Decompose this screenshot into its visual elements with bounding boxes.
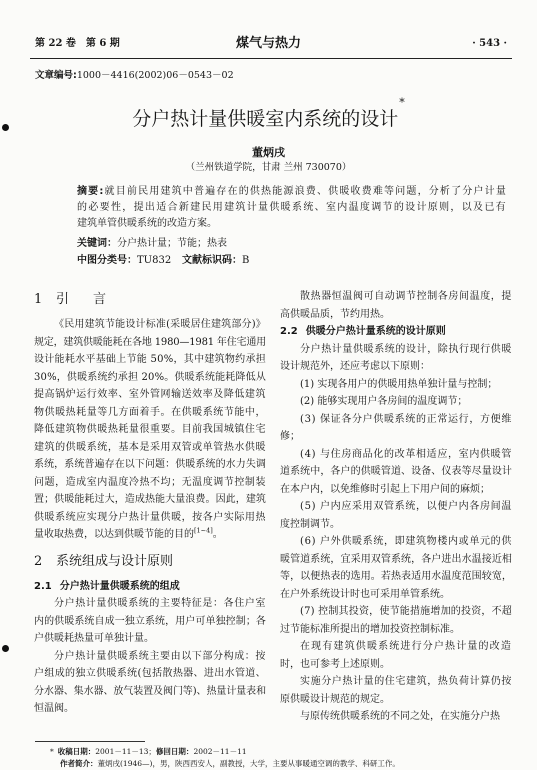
line-text: 过节能标准所提出的增加投资控制标准。 (280, 623, 460, 635)
line-text: 规定，建筑供暖能耗在各地 1980—1981 年住宅通用 (34, 336, 266, 348)
footnote-mark: * (50, 747, 54, 756)
text-line (280, 393, 512, 411)
text-line (280, 428, 512, 446)
line-text: 户组成的独立供暖系统(包括散热器、进出水管道、 (34, 668, 266, 679)
line-text: (4) 与住房商品化的改革相适应，室内供暖管 (300, 448, 512, 460)
line-text: 设计规范外，还应考虑以下原则： (280, 361, 430, 372)
line-text: 分户热计量供暖系统的主要特征是：各住户室 (54, 598, 266, 609)
subsection-heading (34, 578, 266, 596)
right-column (280, 288, 512, 726)
line-text: 问题，造成室内温度冷热不均；无温度调节控制装 (34, 476, 266, 488)
text-line (280, 288, 512, 306)
text-line (280, 656, 512, 674)
author-name: 董炳戌 (252, 146, 285, 159)
line-text: 实施分户热计量的住宅建筑，热负荷计算仍按 (300, 676, 512, 687)
abstract-line (77, 216, 507, 232)
text-line (34, 526, 266, 544)
text-line (34, 683, 266, 701)
line-text: 内的供暖系统自成一独立系统，用户可单独控制；各 (34, 615, 266, 627)
line-text: 设计能耗水平基础上节能 50%，其中建筑物约承担 (34, 354, 266, 365)
line-text (77, 218, 217, 229)
header-rule (30, 58, 512, 59)
section-title: 系统组成与设计原则 (56, 553, 174, 569)
footnote-dates (50, 746, 247, 757)
line-text: 物供暖热耗量等几方面着手。在供暖系统节能中， (34, 406, 266, 418)
keywords (77, 237, 227, 251)
article-number-value: 1000－4416(2002)06－0543－02 (76, 70, 234, 81)
revised-date: 2002－11－11 (193, 747, 247, 756)
paragraph (280, 673, 512, 708)
section-title: 引言 (56, 292, 131, 307)
journal-name: 煤气与热力 (235, 36, 301, 51)
citation-ref: [1~4] (194, 526, 213, 535)
text-line (280, 306, 512, 324)
line-text: 建筑的供暖系统，基本是采用双管或单管热水供暖 (34, 441, 266, 453)
text-line (280, 603, 512, 621)
paragraph (280, 498, 512, 533)
text-line (280, 341, 512, 359)
line-text: (2) 能够实现用户各房间的温度调节； (300, 396, 468, 407)
line-text: 在现有建筑供暖系统进行分户热计量的改造 (300, 641, 512, 652)
line-text: 道系统中，各户的供暖管道、设备、仪表等尽量设计 (280, 466, 512, 477)
line-text: 分户热计量供暖系统的设计，除执行现行供暖 (300, 343, 512, 355)
title-footnote-mark: * (399, 96, 405, 109)
line-text: 散热器恒温阀可自动调节控制各房间温度，提 (300, 291, 512, 302)
text-line (34, 421, 266, 439)
subsection-title: 分户热计量供暖系统的组成 (59, 580, 180, 592)
line-text: 在户外系统设计时也可采用单管系统。 (280, 588, 450, 600)
received-date: 2001－11－13； (95, 747, 156, 756)
abstract-text: 建筑单管供暖系统的改造方案。 (77, 218, 217, 229)
paragraph (34, 595, 266, 648)
text-line (34, 630, 266, 648)
paragraph (280, 533, 512, 603)
scan-dot (2, 645, 9, 652)
text-line (34, 369, 266, 387)
line-text: 时，也可参考上述原则。 (280, 658, 390, 670)
text-line (280, 708, 512, 726)
line-text: 系统，系统普遍存在以下问题：供暖系统的水力失调 (34, 459, 266, 470)
line-text: 暖管道系统，宜采用双管系统，各户进出水温接近相 (280, 553, 512, 565)
clc-label: 中图分类号： (77, 255, 137, 266)
line-text (77, 202, 507, 213)
text-line (280, 568, 512, 586)
text-line (280, 481, 512, 499)
left-column (34, 288, 266, 718)
text-line (280, 516, 512, 534)
line-text: 分户热计量供暖系统主要由以下部分构成：按 (54, 650, 266, 662)
line-text: 户供暖耗热量可单独计量。 (34, 633, 154, 644)
revised-label: 修回日期： (155, 747, 194, 756)
text-line (280, 673, 512, 691)
line-text: (6) 户外供暖系统，即建筑物楼内或单元的供 (300, 536, 512, 547)
line-text: 度控制调节。 (280, 518, 340, 530)
text-line (34, 456, 266, 474)
text-line (34, 491, 266, 509)
text-line (34, 700, 266, 718)
keywords-value: 分户热计量；节能；热表 (117, 238, 227, 249)
line-text: 在本户内，以免维修时引起上下用户间的麻烦； (280, 483, 490, 495)
paragraph (280, 708, 512, 726)
subsection-title: 供暖分户热计量系统的设计原则 (305, 326, 446, 337)
abstract-text: 就目前民用建筑中普遍存在的供热能源浪费、供暖收费难等问题，分析了分户计量 (104, 186, 508, 197)
paragraph (280, 376, 512, 394)
line-text: 30%，供暖系统约承担 20%。供暖系统能耗降低从 (34, 371, 266, 383)
line-text: 原供暖设计规范的规定。 (280, 693, 390, 705)
paragraph (280, 288, 512, 323)
line-text: 降低建筑物供暖热耗量很重要。目前我国城镇住宅 (34, 424, 266, 435)
bio-label: 作者简介： (60, 759, 98, 768)
article-number (35, 69, 234, 82)
line-text: 分水器、集水器、放气装置及阀门等)、热量计量表和 (34, 685, 266, 697)
text-line (280, 358, 512, 376)
paragraph (280, 446, 512, 499)
paragraph (280, 603, 512, 638)
document-code-label: 文献标识码： (182, 255, 242, 266)
paragraph (280, 393, 512, 411)
text-line (280, 498, 512, 516)
paragraph (280, 341, 512, 376)
text-line (280, 446, 512, 464)
line-text: 置；供暖能耗过大，造成热能大量浪费。因此，建筑 (34, 494, 266, 505)
text-line (34, 386, 266, 404)
line-text: 提高锅炉运行效率、室外管网输送效率及降低建筑 (34, 389, 266, 400)
line-text: (5) 户内应采用双管系统，以便户内各房间温 (300, 501, 512, 512)
text-line (280, 411, 512, 429)
text-line (34, 334, 266, 352)
text-line (280, 551, 512, 569)
paper-title-text: 分户热计量供暖室内系统的设计 (132, 108, 399, 130)
subsection-number: 2.2 (280, 326, 298, 337)
text-line (34, 439, 266, 457)
journal-volume-issue: 第 22 卷 第 6 期 (35, 38, 120, 49)
line-text: 《民用建筑节能设计标准(采暖居住建筑部分)》 (54, 319, 266, 330)
article-number-label: 文章编号: (35, 70, 77, 81)
received-label: 收稿日期： (57, 747, 96, 756)
keywords-label: 关键词： (77, 238, 117, 249)
paragraph (34, 316, 266, 544)
text-line (34, 316, 266, 334)
footnote-rule (35, 741, 145, 742)
text-line (280, 691, 512, 709)
line-text: (7) 控制其投资，使节能措施增加的投资，不超 (300, 606, 512, 617)
clc-value: TU832 (137, 255, 172, 266)
line-text: 恒温阀。 (34, 703, 74, 714)
text-line (34, 595, 266, 613)
text-line (34, 351, 266, 369)
text-line (34, 474, 266, 492)
text-line (280, 586, 512, 604)
section-heading (34, 288, 266, 312)
author-affiliation: （兰州铁道学院，甘肃 兰州 730070） (185, 162, 352, 173)
line-text: 修； (280, 431, 300, 442)
paragraph (280, 411, 512, 446)
line-text: 等，以便热表的选用。若热表适用水温度范围较宽， (280, 571, 512, 582)
bio-text: 董炳戌(1946—)，男，陕西西安人，副教授，大学，主要从事暖通空调的教学、科研工作。 (97, 759, 400, 768)
footnote-author-bio (60, 758, 400, 769)
document-code (182, 254, 249, 268)
subsection-number: 2.1 (34, 580, 52, 592)
text-line (280, 463, 512, 481)
text-line (34, 509, 266, 527)
abstract-text: 的必要性，提出适合新建民用建筑计量供暖系统、室内温度调节的设计原则，以及已有 (77, 202, 507, 213)
text-line (280, 638, 512, 656)
section-number: 1 (34, 292, 43, 307)
abstract-line (77, 184, 507, 200)
section-number: 2 (34, 553, 43, 569)
clc-number (77, 254, 171, 268)
abstract-label: 摘要: (77, 186, 105, 197)
text-line (34, 404, 266, 422)
line-text: 供暖系统应实现分户热计量供暖，按各户实际用热 (34, 511, 266, 523)
page-number: · 543 · (472, 38, 507, 49)
section-heading (34, 550, 266, 574)
abstract (77, 184, 507, 232)
text-line (280, 533, 512, 551)
text-line (34, 665, 266, 683)
text-line (280, 376, 512, 394)
line-text: (3) 保证各分户供暖系统的正常运行，方便维 (300, 413, 512, 425)
text-line (34, 648, 266, 666)
document-code-value: B (242, 255, 250, 266)
paper-title (0, 96, 537, 132)
line-text: 与原传统供暖系统的不同之处，在实施分户热 (300, 711, 500, 722)
line-text: (1) 实现各用户的供暖用热单独计量与控制； (300, 378, 498, 390)
subsection-heading (280, 323, 512, 341)
line-text: 高供暖品质，节约用热。 (280, 308, 390, 320)
paragraph (280, 638, 512, 673)
text-line (280, 621, 512, 639)
abstract-line (77, 200, 507, 216)
text-line (34, 613, 266, 631)
line-text: 量收取热费，以达到供暖节能的目的[1~4]。 (34, 526, 223, 540)
line-text (77, 186, 507, 197)
paragraph (34, 648, 266, 718)
